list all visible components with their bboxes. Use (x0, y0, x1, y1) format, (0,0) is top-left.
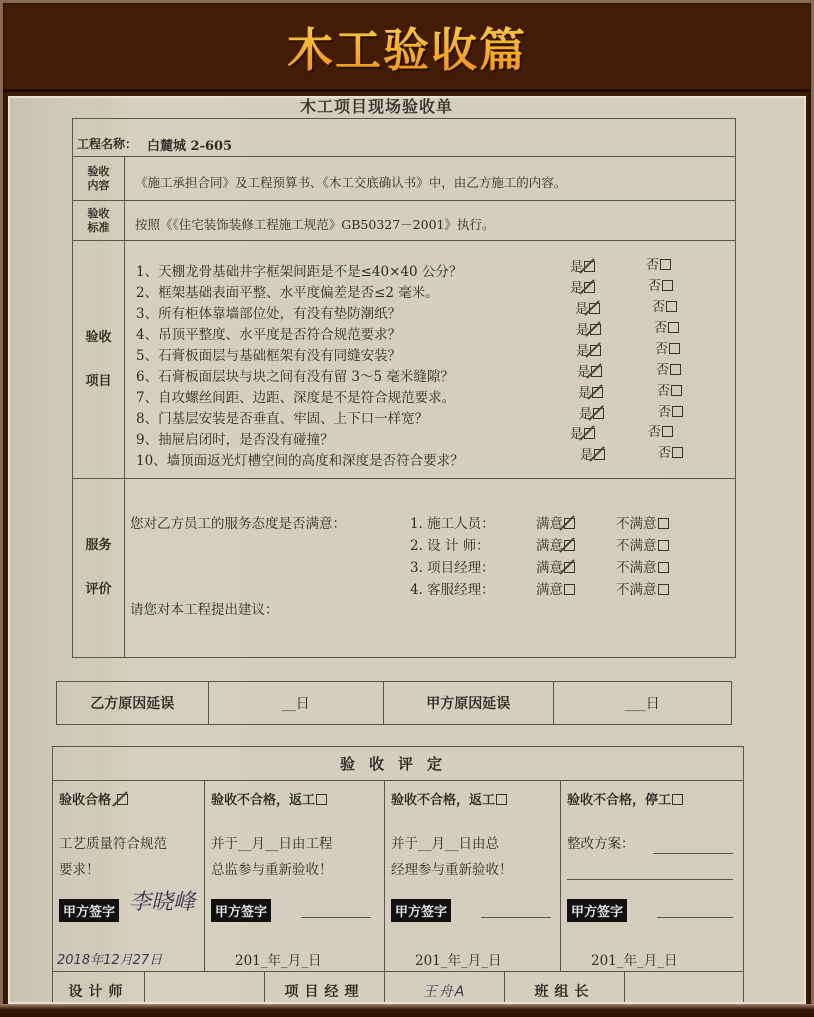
checkbox-checked-icon (117, 794, 128, 805)
checkbox-empty-icon (669, 343, 680, 354)
document-title: 木工项目现场验收单 (300, 97, 454, 116)
sign-tag: 甲方签字 (391, 899, 451, 922)
party-b-delay-label: 乙方原因延误 (57, 682, 209, 724)
checkbox-checked-icon (564, 540, 575, 551)
banner (4, 4, 810, 92)
items-label: 验收 项目 (73, 241, 125, 478)
service-question: 您对乙方员工的服务态度是否满意： (130, 516, 346, 532)
yes-checkbox[interactable]: 是 (576, 340, 601, 359)
checkbox-empty-icon (564, 584, 575, 595)
checklist-item: 5、石膏板面层与基础框架有没有同缝安装？ (136, 348, 402, 364)
signature-line[interactable] (481, 917, 551, 918)
evaluation-header: 验收评定 (53, 747, 743, 781)
standard-label: 验收 标准 (73, 201, 125, 240)
satisfied-checkbox[interactable]: 满意 (536, 578, 575, 598)
checkbox-checked-icon (584, 261, 595, 272)
checkbox-empty-icon (316, 794, 327, 805)
checkbox-empty-icon (658, 584, 669, 595)
sign-tag: 甲方签字 (567, 899, 627, 922)
eval-column-stop (561, 781, 745, 971)
yes-checkbox[interactable]: 是 (580, 444, 605, 463)
designer-label: 设计师 (53, 972, 145, 1004)
pass-checkbox[interactable]: 验收合格 (59, 789, 128, 808)
eval-body: 工艺质量符合规范 要求！ (59, 836, 167, 878)
inspection-sheet (57, 97, 740, 1004)
checkbox-checked-icon (590, 324, 601, 335)
signature-line[interactable] (301, 917, 371, 918)
satisfied-checkbox[interactable]: 满意 (536, 534, 575, 554)
checklist-item: 4、吊顶平整度、水平度是否符合规范要求？ (136, 327, 402, 343)
checkbox-checked-icon (589, 303, 600, 314)
rework-checkbox[interactable]: 验收不合格，返工 (391, 789, 507, 808)
sign-tag: 甲方签字 (59, 899, 119, 922)
designer-value[interactable] (145, 972, 265, 1004)
checkbox-checked-icon (564, 562, 575, 573)
checklist-item: 2、框架基础表面平整、水平度偏差是否≤2 毫米。 (136, 285, 439, 301)
no-checkbox[interactable]: 否 (657, 380, 682, 399)
checklist-item: 3、所有柜体靠墙部位处，有没有垫防潮纸？ (136, 306, 402, 322)
no-checkbox[interactable]: 否 (656, 359, 681, 378)
eval-body: 整改方案： (567, 836, 635, 852)
document-photo (8, 96, 806, 1004)
yes-checkbox[interactable]: 是 (577, 361, 602, 380)
stop-work-checkbox[interactable]: 验收不合格，停工 (567, 789, 683, 808)
checkbox-checked-icon (584, 428, 595, 439)
eval-column-pass (53, 781, 205, 971)
checkbox-empty-icon (496, 794, 507, 805)
unsatisfied-checkbox[interactable]: 不满意 (616, 512, 669, 532)
scope-text: 《施工承担合同》及工程预算书、《木工交底确认书》中，由乙方施工的内容。 (135, 175, 567, 190)
signature: 李晓峰 (129, 890, 196, 915)
no-checkbox[interactable]: 否 (648, 421, 673, 440)
yes-checkbox[interactable]: 是 (575, 298, 600, 317)
checkbox-checked-icon (594, 449, 605, 460)
checkbox-checked-icon (584, 282, 595, 293)
banner-title: 木工验收篇 (287, 14, 527, 80)
checkbox-empty-icon (658, 518, 669, 529)
checkbox-empty-icon (660, 259, 671, 270)
checkbox-empty-icon (670, 364, 681, 375)
no-checkbox[interactable]: 否 (654, 317, 679, 336)
signature-row (53, 971, 743, 1004)
checkbox-empty-icon (658, 562, 669, 573)
party-a-delay-label: 甲方原因延误 (384, 682, 554, 724)
project-name-label: 工程名称： (77, 137, 138, 151)
checklist-item: 9、抽屉启闭时，是否没有碰撞？ (136, 432, 334, 448)
eval-date: 201_年_月_日 (415, 953, 502, 969)
no-checkbox[interactable]: 否 (652, 296, 677, 315)
eval-column-rework-1 (205, 781, 385, 971)
satisfied-checkbox[interactable]: 满意 (536, 556, 575, 576)
eval-body: 并于__月__日由工程 总监参与重新验收！ (211, 836, 333, 878)
eval-date: 201_年_月_日 (235, 953, 322, 969)
checklist-item: 8、门基层安装是否垂直、牢固、上下口一样宽？ (136, 411, 429, 427)
no-checkbox[interactable]: 否 (658, 442, 683, 461)
yes-checkbox[interactable]: 是 (570, 277, 595, 296)
project-name-value: 白麓城 2-605 (147, 139, 233, 154)
checkbox-checked-icon (593, 408, 604, 419)
eval-body: 并于__月__日由总 经理参与重新验收！ (391, 836, 513, 878)
eval-date: 2018年12月27日 (57, 953, 163, 968)
yes-checkbox[interactable]: 是 (579, 403, 604, 422)
service-role: 2. 设 计 师： (410, 538, 490, 554)
unsatisfied-checkbox[interactable]: 不满意 (616, 534, 669, 554)
yes-checkbox[interactable]: 是 (576, 319, 601, 338)
no-checkbox[interactable]: 否 (655, 338, 680, 357)
checkbox-empty-icon (671, 385, 682, 396)
eval-date: 201_年_月_日 (591, 953, 678, 969)
project-manager-label: 项目经理 (265, 972, 385, 1004)
unsatisfied-checkbox[interactable]: 不满意 (616, 556, 669, 576)
team-leader-value[interactable] (625, 972, 745, 1004)
checkbox-empty-icon (662, 426, 673, 437)
suggestion-prompt: 请您对本工程提出建议： (130, 602, 279, 618)
checkbox-empty-icon (672, 406, 683, 417)
checkbox-checked-icon (564, 518, 575, 529)
no-checkbox[interactable]: 否 (646, 254, 671, 273)
frame-bottom-bar (0, 1004, 814, 1017)
project-manager-value[interactable]: 王舟A (385, 972, 505, 1004)
service-role: 4. 客服经理： (410, 582, 495, 598)
team-leader-label: 班组长 (505, 972, 625, 1004)
signature-line[interactable] (657, 917, 733, 918)
scope-label: 验收 内容 (73, 157, 125, 200)
checkbox-empty-icon (672, 794, 683, 805)
checkbox-empty-icon (662, 280, 673, 291)
checklist-item: 6、石膏板面层块与块之间有没有留 3～5 毫米缝隙？ (136, 369, 454, 385)
scope-row (73, 157, 735, 201)
sign-tag: 甲方签字 (211, 899, 271, 922)
evaluation-table (52, 746, 744, 1004)
satisfied-checkbox[interactable]: 满意 (536, 512, 575, 532)
checkbox-empty-icon (672, 447, 683, 458)
standard-text: 按照《《住宅装饰装修工程施工规范》GB50327－2001》执行。 (135, 217, 495, 232)
eval-column-rework-2 (385, 781, 561, 971)
checkbox-checked-icon (592, 387, 603, 398)
delay-table (56, 681, 732, 725)
no-checkbox[interactable]: 否 (648, 275, 673, 294)
yes-checkbox[interactable]: 是 (570, 256, 595, 275)
service-label: 服务 评价 (73, 479, 125, 657)
standard-row (73, 201, 735, 241)
rectification-line[interactable] (567, 879, 733, 880)
checkbox-empty-icon (668, 322, 679, 333)
party-b-delay-value[interactable]: __日 (209, 682, 384, 724)
unsatisfied-checkbox[interactable]: 不满意 (616, 578, 669, 598)
yes-checkbox[interactable]: 是 (570, 423, 595, 442)
checkbox-checked-icon (590, 345, 601, 356)
checkbox-empty-icon (658, 540, 669, 551)
checkbox-checked-icon (591, 366, 602, 377)
checklist-item: 1、天棚龙骨基础井字框架间距是不是≤40×40 公分？ (136, 264, 463, 280)
checkbox-empty-icon (666, 301, 677, 312)
checklist-item: 7、自攻螺丝间距、边距、深度是不是符合规范要求。 (136, 390, 456, 406)
rework-checkbox[interactable]: 验收不合格，返工 (211, 789, 327, 808)
no-checkbox[interactable]: 否 (658, 401, 683, 420)
rectification-line[interactable] (653, 853, 733, 854)
checklist-item: 10、墙顶面返光灯槽空间的高度和深度是否符合要求？ (136, 453, 464, 469)
yes-checkbox[interactable]: 是 (578, 382, 603, 401)
service-role: 3. 项目经理： (410, 560, 495, 576)
service-role: 1. 施工人员： (410, 516, 495, 532)
party-a-delay-value[interactable]: ___日 (624, 696, 660, 712)
project-name-row (73, 119, 735, 157)
